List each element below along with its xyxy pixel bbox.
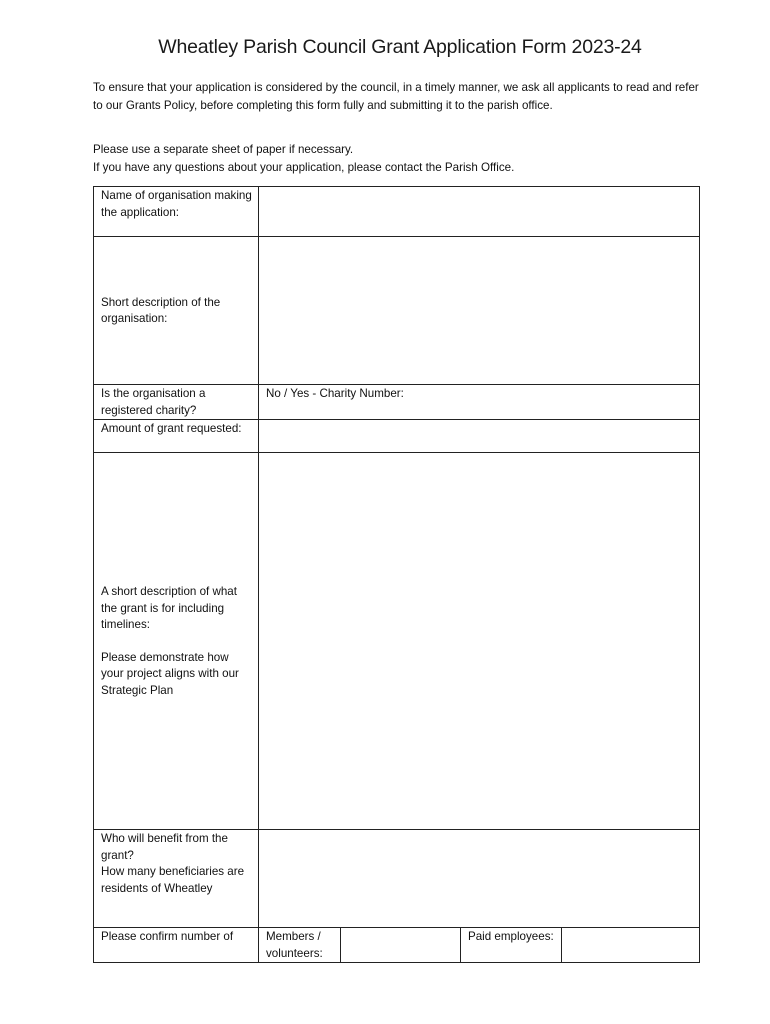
intro-text xyxy=(93,79,703,115)
benefit-label-line1: Who will benefit from the grant? xyxy=(101,832,228,862)
members-field[interactable] xyxy=(341,928,461,963)
short-desc-label: Short description of the organisation: xyxy=(94,237,259,385)
table-row-beneficiaries xyxy=(94,830,700,928)
application-table xyxy=(93,186,700,963)
grant-desc-label-line1: A short description of what the grant is for including timelines: xyxy=(101,585,237,631)
paid-field[interactable] xyxy=(562,928,700,963)
table-row-amount xyxy=(94,420,700,453)
grant-desc-field[interactable] xyxy=(259,453,700,830)
table-row-charity xyxy=(94,385,700,420)
benefit-label-line2: How many beneficiaries are residents of Wheatley xyxy=(101,865,245,895)
table-row-grant-desc xyxy=(94,453,700,830)
charity-field[interactable]: No / Yes - Charity Number: xyxy=(259,385,700,420)
grant-desc-label-line2: Please demonstrate how your project aligns with our Strategic Plan xyxy=(101,650,239,697)
charity-label: Is the organisation a registered charity? xyxy=(94,385,259,420)
org-name-field[interactable] xyxy=(259,187,700,237)
note-separate-sheet: Please use a separate sheet of paper if necessary. xyxy=(93,143,354,156)
table-row-numbers xyxy=(94,928,700,963)
benefit-field[interactable] xyxy=(259,830,700,928)
confirm-label: Please confirm number of xyxy=(94,928,259,963)
note-contact-office: If you have any questions about your application, please contact the Parish Office. xyxy=(93,161,515,174)
members-label: Members / volunteers: xyxy=(259,928,341,963)
grant-desc-label xyxy=(94,453,259,830)
paragraph-gap xyxy=(101,634,252,650)
table-row-org-name xyxy=(94,187,700,237)
notes xyxy=(93,141,703,177)
benefit-label xyxy=(94,830,259,928)
page-title: Wheatley Parish Council Grant Application Form 2023-24 xyxy=(158,36,642,58)
intro-paragraph: To ensure that your application is considered by the council, in a timely manner, we ask all applicants to read and refer to our Grants Policy, before completing this form fully and submitting it to the parish office. xyxy=(93,81,699,112)
org-name-label: Name of organisation making the application: xyxy=(94,187,259,237)
short-desc-field[interactable] xyxy=(259,237,700,385)
amount-field[interactable] xyxy=(259,420,700,453)
amount-label: Amount of grant requested: xyxy=(94,420,259,453)
table-row-short-desc xyxy=(94,237,700,385)
paid-label: Paid employees: xyxy=(461,928,562,963)
